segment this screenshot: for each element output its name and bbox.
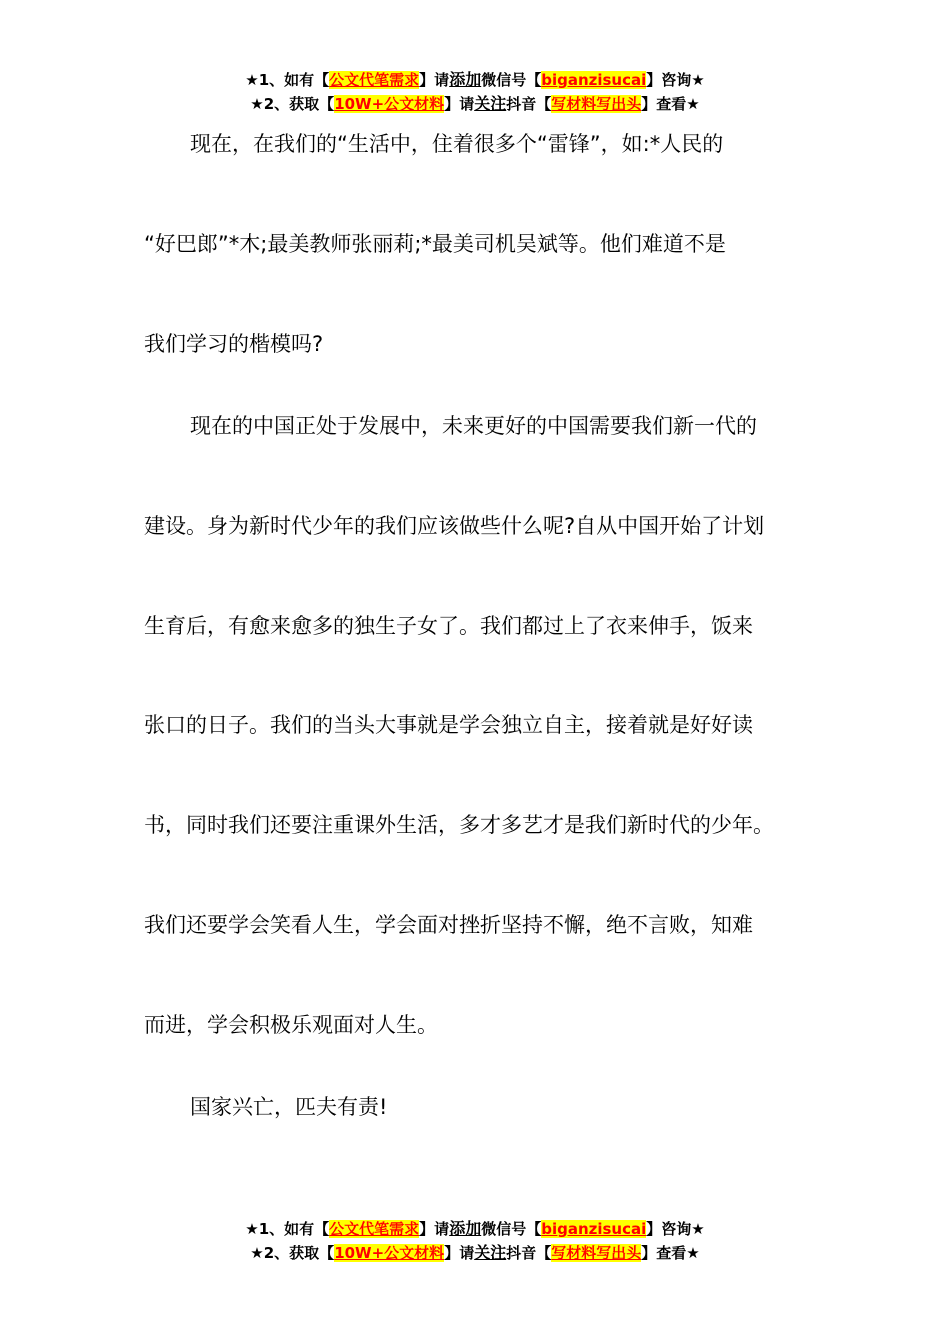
banner-wechat-id: biganzisucai	[541, 71, 647, 89]
body-line: 生育后，有愈来愈多的独生子女了。我们都过上了衣来伸手，饭来	[144, 614, 753, 638]
body-line: 我们学习的楷模吗?	[144, 332, 324, 356]
banner-highlight: 10W+公文材料	[334, 95, 445, 113]
banner-text: 微信号【	[481, 71, 542, 89]
banner-highlight: 10W+公文材料	[334, 1244, 445, 1262]
banner-text: ★2、获取【	[250, 95, 335, 113]
header-banner	[0, 68, 950, 116]
banner-line-2	[0, 1241, 950, 1265]
body-line: “好巴郎”*木;最美教师张丽莉;*最美司机吴斌等。他们难道不是	[144, 232, 726, 256]
body-line: 我们还要学会笑看人生，学会面对挫折坚持不懈，绝不言败，知难	[144, 913, 753, 937]
banner-text: 】咨询★	[646, 1220, 705, 1238]
banner-highlight: 公文代笔需求	[329, 1220, 420, 1238]
banner-text: 】查看★	[641, 95, 700, 113]
banner-douyin-id: 写材料写出头	[551, 1244, 642, 1262]
banner-underline: 关注	[474, 1243, 507, 1262]
banner-text: 】请	[444, 1244, 475, 1262]
body-line: 现在，在我们的“生活中，住着很多个“雷锋”，如:*人民的	[190, 132, 724, 156]
banner-line-1	[0, 1217, 950, 1241]
banner-text: 】请	[419, 71, 450, 89]
body-line: 书，同时我们还要注重课外生活，多才多艺才是我们新时代的少年。	[144, 813, 774, 837]
body-line: 张口的日子。我们的当头大事就是学会独立自主，接着就是好好读	[144, 713, 753, 737]
banner-text: 】请	[444, 95, 475, 113]
banner-douyin-id: 写材料写出头	[551, 95, 642, 113]
body-line: 国家兴亡，匹夫有责!	[190, 1095, 388, 1119]
banner-text: 】查看★	[641, 1244, 700, 1262]
body-line: 建设。身为新时代少年的我们应该做些什么呢?自从中国开始了计划	[144, 514, 765, 538]
body-line: 而进，学会积极乐观面对人生。	[144, 1013, 438, 1037]
banner-text: ★2、获取【	[250, 1244, 335, 1262]
banner-line-1	[0, 68, 950, 92]
banner-highlight: 公文代笔需求	[329, 71, 420, 89]
banner-text: ★1、如有【	[245, 71, 330, 89]
banner-text: 抖音【	[506, 95, 552, 113]
banner-text: 】咨询★	[646, 71, 705, 89]
banner-text: 】请	[419, 1220, 450, 1238]
body-line: 现在的中国正处于发展中，未来更好的中国需要我们新一代的	[190, 414, 757, 438]
banner-text: 抖音【	[506, 1244, 552, 1262]
banner-line-2	[0, 92, 950, 116]
banner-wechat-id: biganzisucai	[541, 1220, 647, 1238]
banner-text: 微信号【	[481, 1220, 542, 1238]
banner-underline: 添加	[449, 1219, 482, 1238]
banner-underline: 添加	[449, 70, 482, 89]
banner-text: ★1、如有【	[245, 1220, 330, 1238]
footer-banner	[0, 1217, 950, 1265]
banner-underline: 关注	[474, 94, 507, 113]
